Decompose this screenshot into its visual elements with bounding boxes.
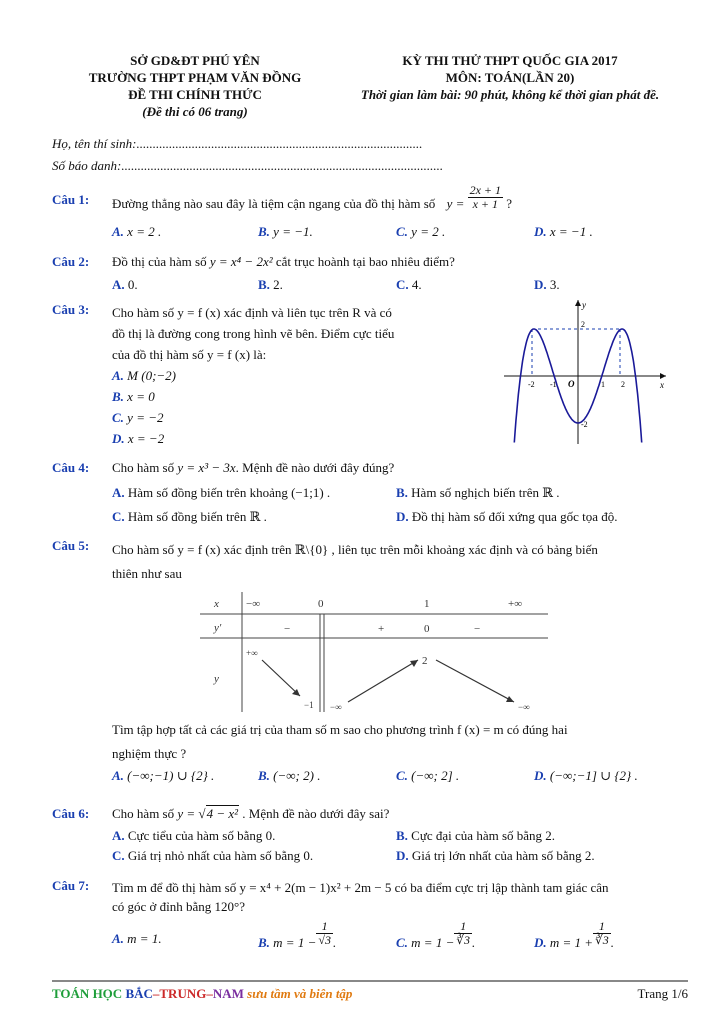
school-header	[40, 52, 350, 120]
svg-text:2: 2	[422, 655, 428, 667]
svg-text:−1: −1	[304, 700, 314, 710]
exam-title: KỲ THI THỬ THPT QUỐC GIA 2017	[402, 53, 618, 68]
option-a: A. Hàm số đồng biến trên khoảng (−1;1) .	[112, 485, 331, 500]
row-label-derivative: y′	[214, 622, 222, 634]
option-b: B. (−∞; 2) .	[258, 768, 321, 783]
option-b: B. m = 1 − $\frac{1}{√3}$ .	[258, 919, 337, 951]
svg-text:−: −	[284, 623, 291, 635]
tick-label: -2	[581, 420, 588, 429]
question-text: Đường thẳng nào sau đây là tiệm cận ngang của đồ thị hàm số	[112, 196, 436, 212]
question-label: Câu 3:	[52, 302, 90, 317]
option-b: B. Cực đại của hàm số bằng 2.	[396, 828, 556, 843]
question-3: Câu 3: Cho hàm số y = f (x) xác định và liên tục trên R và có đồ thị là đường cong trong hình vẽ bên. Điểm cực tiểu của đồ thị hàm số y = f (x) là: A. M (0;−2) B. x = 0 C. y = −2 D. x = −2	[52, 302, 700, 452]
formula: y = x⁴ − 2x²	[209, 254, 273, 269]
option-a: A. M (0;−2)	[112, 368, 177, 383]
question-label: Câu 7:	[52, 878, 90, 893]
exam-status: ĐỀ THI CHÍNH THỨC	[128, 87, 262, 102]
option-b: B. y = −1.	[258, 224, 313, 239]
svg-text:0: 0	[424, 623, 430, 635]
svg-text:−∞: −∞	[518, 702, 530, 712]
question-label: Câu 5:	[52, 538, 90, 553]
footer-divider	[52, 980, 688, 982]
svg-text:−∞: −∞	[246, 598, 261, 610]
formula: y = x³ − 3x	[177, 460, 236, 475]
question-5: Câu 5: Cho hàm số y = f (x) xác định trên ℝ\{0} , liên tục trên mỗi khoảng xác định và có bảng biến thiên như sau Tìm tập hợp tất cả các giá trị của tham số m sao cho phương trình f (x) = m có đúng hai nghiệm thực ? A. (−∞;−1) ∪ {2} . B. (−∞; 2) . C. (−∞; 2] . D. (−∞;−1] ∪ {2} .	[52, 538, 638, 783]
option-c: C. m = 1 − $\frac{1}{∛3}$ .	[396, 919, 476, 951]
question-7: Câu 7: Tìm m để đồ thị hàm số y = x⁴ + 2(m − 1)x² + 2m − 5 có ba điểm cực trị lập thành tam giác cân có góc ở đỉnh bằng 120°? A. m = 1. B. m = 1 − $\frac{1}{√3}$ . C. m = 1 − $\frac{1}{∛3}$ . D. m = 1 + $\frac{1}{∛3}$ .	[52, 878, 614, 951]
option-d: D. (−∞;−1] ∪ {2} .	[534, 768, 638, 783]
svg-text:−: −	[474, 623, 481, 635]
option-a: A. 0.	[112, 277, 138, 292]
option-b: B. Hàm số nghịch biến trên ℝ .	[396, 485, 560, 500]
option-b: B. x = 0	[112, 389, 155, 404]
x-axis-arrow-icon	[660, 373, 666, 379]
time-note: Thời gian làm bài: 90 phút, không kể thời gian phát đề.	[360, 87, 660, 102]
option-b: B. 2.	[258, 277, 283, 292]
svg-text:−∞: −∞	[330, 702, 342, 712]
option-c: C. (−∞; 2] .	[396, 768, 460, 783]
question-4: Câu 4: Cho hàm số y = x³ − 3x. Mệnh đề nào dưới đây đúng? A. Hàm số đồng biến trên khoảng (−1;1) . B. Hàm số nghịch biến trên ℝ . C. Hàm số đồng biến trên ℝ . D. Đồ thị hàm số đối xứng qua gốc tọa độ.	[52, 460, 618, 524]
option-d: D. x = −2	[112, 431, 165, 446]
dept-name: SỞ GD&ĐT PHÚ YÊN	[130, 53, 260, 68]
option-a: A. x = 2 .	[112, 224, 162, 239]
option-d: D. x = −1 .	[534, 224, 593, 239]
tick-label: 1	[601, 380, 605, 389]
formula: y = √4 − x²	[177, 806, 239, 821]
fraction: $\frac{2x + 1}{x + 1}$	[469, 183, 502, 211]
option-c: C. Giá trị nhỏ nhất của hàm số bằng 0.	[112, 848, 314, 863]
x-axis-label: x	[660, 380, 664, 390]
candidate-name-line: Họ, tên thí sinh:........................................................................................	[52, 136, 423, 151]
svg-text:+: +	[378, 623, 385, 635]
question-label: Câu 1:	[52, 192, 90, 207]
option-a: A. Cực tiểu của hàm số bằng 0.	[112, 828, 276, 843]
row-label-x: x	[214, 598, 219, 610]
tick-label: -1	[550, 380, 557, 389]
candidate-id-line: Số báo danh:...................................................................................................	[52, 158, 444, 173]
exam-header	[320, 52, 700, 103]
page-count-note: (Đề thi có 06 trang)	[142, 104, 248, 119]
function-graph	[500, 296, 672, 448]
question-1: Câu 1: Đường thẳng nào sau đây là tiệm cận ngang của đồ thị hàm số y = $\frac{2x + 1}{x + 1}$ ? A. x = 2 . B. y = −1. C. y = 2 . D. x = −1 .	[52, 183, 593, 239]
option-c: C. 4.	[396, 277, 422, 292]
tick-label: -2	[528, 380, 535, 389]
decrease-arrow	[262, 660, 300, 696]
variation-table	[196, 590, 552, 714]
option-d: D. m = 1 + $\frac{1}{∛3}$ .	[534, 919, 614, 951]
svg-text:+∞: +∞	[246, 648, 258, 658]
option-d: D. Đồ thị hàm số đối xứng qua gốc tọa độ.	[396, 509, 618, 524]
option-a: A. (−∞;−1) ∪ {2} .	[112, 768, 215, 783]
subject: MÔN: TOÁN(LẦN 20)	[445, 70, 575, 85]
origin-label: O	[568, 379, 575, 389]
tick-label: 2	[581, 320, 585, 329]
option-d: D. 3.	[534, 277, 560, 292]
question-label: Câu 6:	[52, 806, 90, 821]
svg-text:0: 0	[318, 598, 324, 610]
question-2: Câu 2: Đồ thị của hàm số y = x⁴ − 2x² cắt trục hoành tại bao nhiêu điểm? A. 0. B. 2. C. 4. D. 3.	[52, 254, 560, 292]
option-c: C. Hàm số đồng biến trên ℝ .	[112, 509, 267, 524]
increase-arrow	[348, 660, 418, 702]
tick-label: 2	[621, 380, 625, 389]
footer-brand: TOÁN HỌC BẮC–TRUNG–NAM sưu tầm và biên tập	[52, 986, 353, 1001]
decrease-arrow	[436, 660, 514, 702]
question-6: Câu 6: Cho hàm số y = √4 − x² . Mệnh đề nào dưới đây sai? A. Cực tiểu của hàm số bằng 0. B. Cực đại của hàm số bằng 2. C. Giá trị nhỏ nhất của hàm số bằng 0. D. Giá trị lớn nhất của hàm số bằng 2.	[52, 806, 595, 863]
svg-text:1: 1	[424, 598, 430, 610]
y-axis-arrow-icon	[575, 300, 581, 306]
question-label: Câu 2:	[52, 254, 90, 269]
page-number: Trang 1/6	[637, 986, 688, 1001]
y-axis-label: y	[582, 300, 586, 310]
question-label: Câu 4:	[52, 460, 90, 475]
option-c: C. y = 2 .	[396, 224, 446, 239]
svg-text:+∞: +∞	[508, 598, 523, 610]
option-c: C. y = −2	[112, 410, 164, 425]
school-name: TRƯỜNG THPT PHẠM VĂN ĐỒNG	[88, 70, 302, 85]
row-label-y: y	[214, 673, 219, 685]
option-d: D. Giá trị lớn nhất của hàm số bằng 2.	[396, 848, 595, 863]
option-a: A. m = 1.	[112, 931, 162, 946]
